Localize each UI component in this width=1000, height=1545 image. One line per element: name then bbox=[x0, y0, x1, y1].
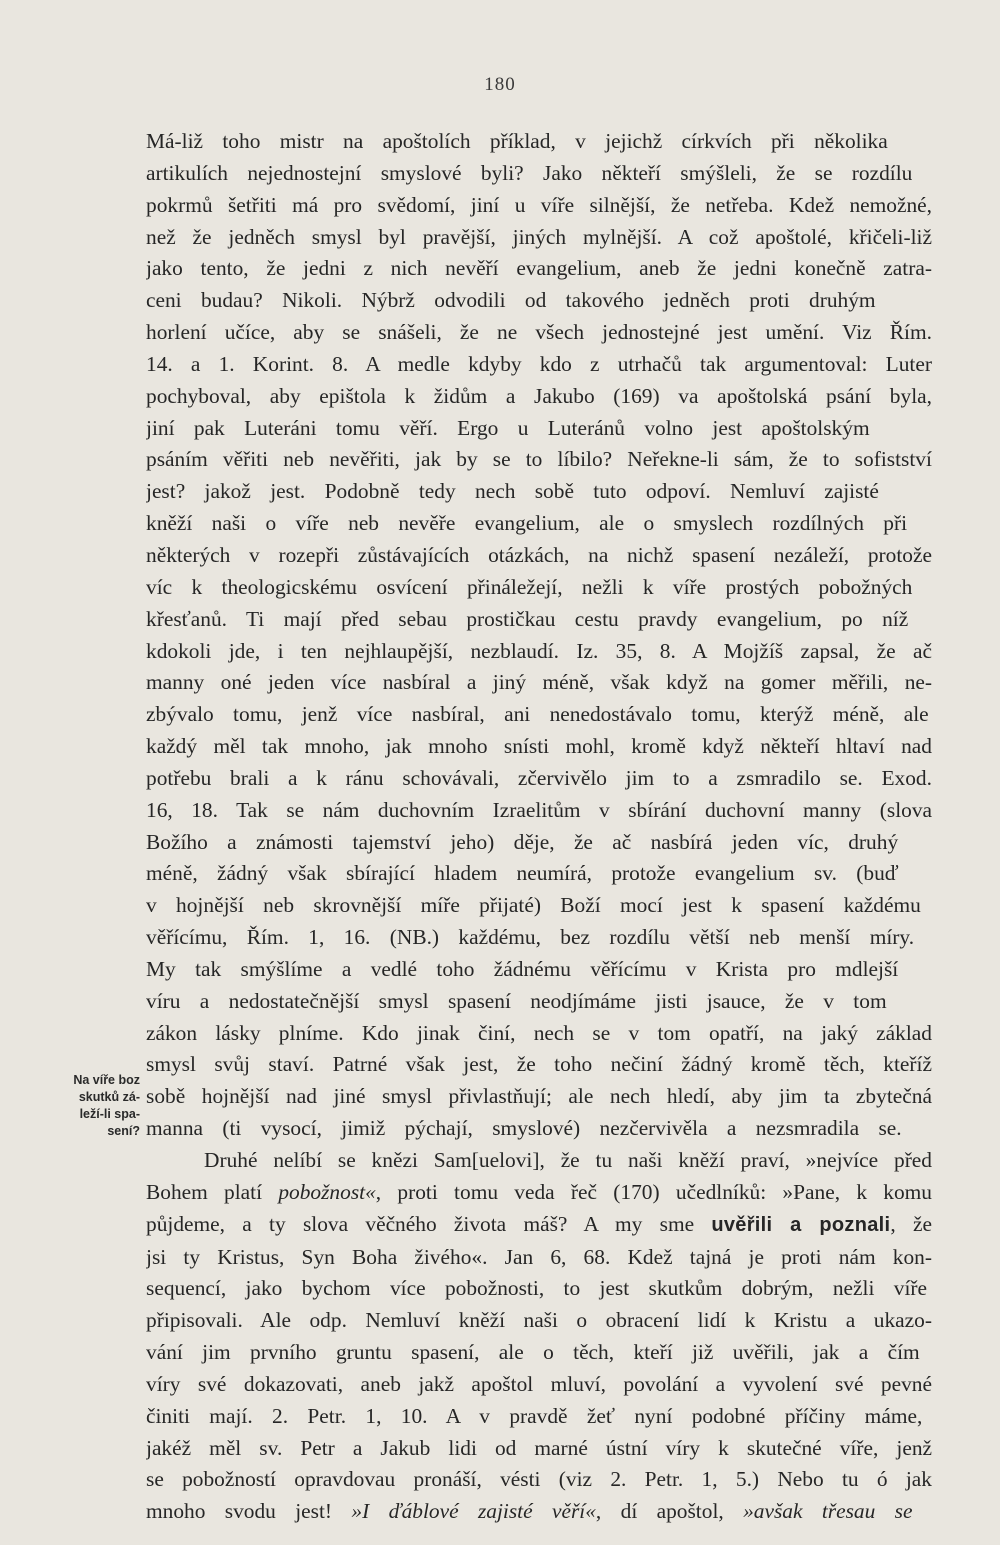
text-line: sobě hojnější nad jiné smysl přivlastňují; ale nech hledí, aby jim ta zbytečná bbox=[146, 1084, 932, 1109]
text-line: artikulích nejednostejní smyslové byli? Jako někteří smýšleli, že se rozdílu bbox=[146, 160, 913, 185]
text-line: méně, žádný však sbírající hladem neumírá, protože evangelium sv. (buď bbox=[146, 861, 899, 886]
text-line: kněží naši o víře neb nevěře evangelium, ale o smyslech rozdílných při bbox=[146, 511, 908, 536]
italic-quote: »I ďáblové zajisté věří« bbox=[351, 1499, 596, 1524]
text-line: činiti mají. 2. Petr. 1, 10. A v pravdě žeť nyní podobné příčiny máme, bbox=[146, 1403, 923, 1428]
margin-note-line: leží-li spa- bbox=[79, 1107, 140, 1121]
text-line: víru a nedostatečnější smysl spasení neodjímáme jisti jsauce, že v tom bbox=[146, 988, 887, 1013]
text-segment: mnoho svodu jest! bbox=[146, 1499, 352, 1524]
text-line: horlení učíce, aby se snášeli, že ne všech jednostejné jest umění. Viz Řím. bbox=[146, 320, 932, 345]
text-line: křesťanů. Ti mají před sebau prostičkau cestu pravdy evangelium, po níž bbox=[146, 606, 909, 631]
text-line: jiní pak Luteráni tomu věří. Ergo u Luteránů volno jest apoštolským bbox=[146, 415, 870, 440]
text-line: 16, 18. Tak se nám duchovním Izraelitům v sbírání duchovní manny (slova bbox=[146, 797, 932, 822]
text-line: připisovali. Ale odp. Nemluví kněží naši o obracení lidí k Kristu a ukazo- bbox=[146, 1308, 932, 1333]
text-segment: , proti tomu veda řeč (170) učedlníků: »Pane, k komu bbox=[375, 1179, 932, 1204]
paragraph-1 bbox=[146, 126, 932, 1145]
text-line: zákon lásky plníme. Kdo jinak činí, nech se v tom opatří, na jaký základ bbox=[146, 1020, 932, 1045]
text-line: potřebu brali a k ránu schovávali, zčervivělo jim to a zsmradilo se. Exod. bbox=[146, 765, 932, 790]
paragraph-2-lines bbox=[146, 1242, 932, 1497]
text-line: jsi ty Kristus, Syn Boha živého«. Jan 6, 68. Kdež tajná je proti nám kon- bbox=[146, 1244, 932, 1269]
page-number: 180 bbox=[484, 74, 516, 95]
margin-note bbox=[42, 1072, 140, 1140]
text-line: víc k theologicskému osvícení přináležejí, nežli k víře prostých pobožných bbox=[146, 574, 913, 599]
text-line: jako tento, že jedni z nich nevěří evangelium, aneb že jedni konečně zatra- bbox=[146, 256, 932, 281]
italic-quote: »avšak třesau se bbox=[743, 1499, 913, 1524]
text-line: manna (ti vysocí, jimiž pýchají, smyslové) nezčervivěla a nezsmradila se. bbox=[146, 1116, 902, 1141]
text-line bbox=[146, 1209, 932, 1242]
margin-note-line: Na víře boz bbox=[73, 1073, 140, 1087]
text-line: smysl svůj staví. Patrné však jest, že toho nečiní žádný kromě těch, kteříž bbox=[146, 1052, 932, 1077]
text-line: některých v rozepři zůstávajících otázkách, na nichž spasení nezáleží, protože bbox=[146, 542, 932, 567]
text-segment: , dí apoštol, bbox=[595, 1499, 744, 1524]
text-line: věřícímu, Řím. 1, 16. (NB.) každému, bez rozdílu větší neb menší míry. bbox=[146, 925, 915, 950]
bold-phrase: uvěřili a poznali bbox=[711, 1213, 891, 1236]
text-line: každý měl tak mnoho, jak mnoho snísti mohl, kromě když někteří hltaví nad bbox=[146, 734, 932, 759]
text-line: pochyboval, aby epištola k židům a Jakubo (169) va apoštolská psání byla, bbox=[146, 383, 932, 408]
text-line: sequencí, jako bychom více pobožnosti, to jest skutkům dobrým, nežli víře bbox=[146, 1276, 927, 1301]
text-line: My tak smýšlíme a vedlé toho žádnému věřícímu v Krista pro mdlejší bbox=[146, 956, 899, 981]
italic-word: pobožnost« bbox=[278, 1179, 376, 1204]
text-line: jest? jakož jest. Podobně tedy nech sobě tuto odpoví. Nemluví zajisté bbox=[146, 479, 879, 504]
paragraph-2 bbox=[146, 1145, 932, 1528]
text-line: pokrmů šetřiti má pro svědomí, jiní u víře silnější, že netřeba. Kdež nemožné, bbox=[146, 192, 932, 217]
text-line bbox=[146, 1496, 932, 1528]
text-segment: Bohem platí bbox=[146, 1179, 279, 1204]
text-line bbox=[146, 1177, 932, 1209]
text-line: Má-liž toho mistr na apoštolích příklad, v jejichž církvích při několika bbox=[146, 129, 888, 153]
text-line: kdokoli jde, i ten nejhlaupější, nezblaudí. Iz. 35, 8. A Mojžíš zapsal, že ač bbox=[146, 638, 932, 663]
text-line: víry své dokazovati, aneb jakž apoštol mluví, povolání a vyvolení své pevné bbox=[146, 1371, 932, 1396]
text-segment: , že bbox=[890, 1211, 932, 1236]
text-line: v hojnější neb skrovnější míře přijaté) Boží mocí jest k spasení každému bbox=[146, 893, 921, 918]
text-line: než že jedněch smysl byl pravější, jiných mylnější. A což apoštolé, křičeli-liž bbox=[146, 224, 932, 249]
text-line: Druhé nelíbí se knězi Sam[uelovi], že tu naši kněží praví, »nejvíce před bbox=[204, 1148, 932, 1172]
text-line: manny oné jeden více nasbíral a jiný méně, však když na gomer měřili, ne- bbox=[146, 670, 932, 695]
text-line: jakéž měl sv. Petr a Jakub lidi od marné ústní víry k skutečné víře, jenž bbox=[146, 1435, 932, 1460]
text-segment: půjdeme, a ty slova věčného života máš? A my sme bbox=[146, 1211, 712, 1236]
text-line: Božího a známosti tajemství jeho) děje, že ač nasbírá jeden víc, druhý bbox=[146, 829, 899, 854]
text-line: ceni budau? Nikoli. Nýbrž odvodili od takového jedněch proti druhým bbox=[146, 288, 876, 313]
text-line: zbývalo tomu, jenž více nasbíral, ani nenedostávalo tomu, kterýž méně, ale bbox=[146, 702, 929, 727]
text-line: se pobožností opravdovau pronáší, vésti (viz 2. Petr. 1, 5.) Nebo tu ó jak bbox=[146, 1467, 932, 1492]
body-text bbox=[146, 126, 932, 1528]
text-line: 14. a 1. Korint. 8. A medle kdyby kdo z utrhačů tak argumentoval: Luter bbox=[146, 351, 932, 376]
margin-note-line: skutků zá- bbox=[78, 1090, 140, 1104]
margin-note-line: sení? bbox=[107, 1124, 140, 1138]
text-line: vání jim prvního gruntu spasení, ale o těch, kteří již uvěřili, jak a čím bbox=[146, 1340, 920, 1365]
text-line: psáním věřiti neb nevěřiti, jak by se to líbilo? Neřekne-li sám, že to sofistství bbox=[146, 447, 932, 472]
